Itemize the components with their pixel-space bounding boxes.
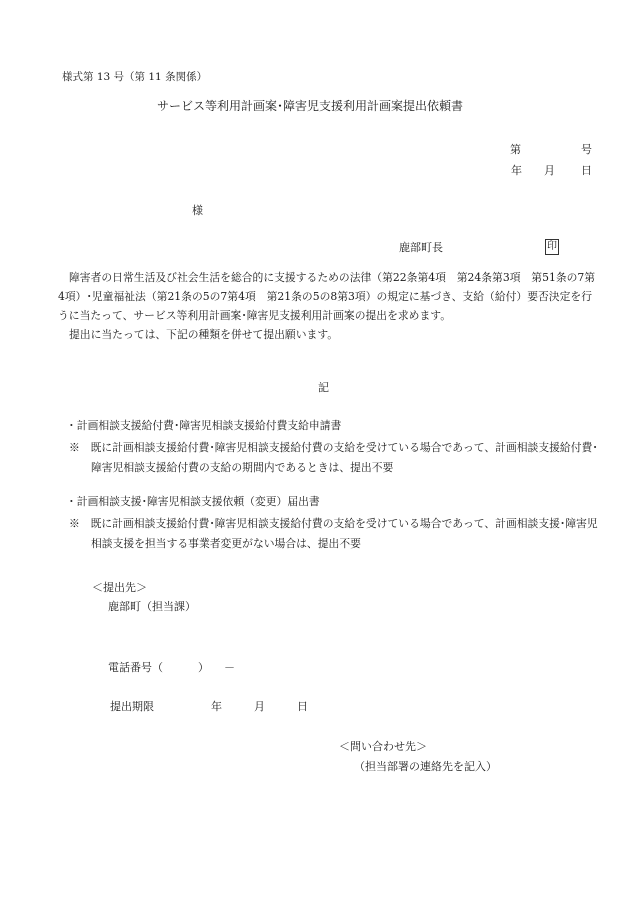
phone-label: 電話番号（ (108, 661, 163, 674)
date-day-label: 日 (581, 164, 592, 177)
phone-dash: － (224, 661, 235, 674)
ki-heading: 記 (318, 381, 329, 394)
contact-note: （担当部署の連絡先を記入） (354, 760, 497, 773)
deadline-year-label: 年 (211, 700, 222, 713)
contact-heading: ＜問い合わせ先＞ (339, 740, 427, 753)
body-paragraph-2: 提出に当たっては、下記の種類を併せて提出願います。 (69, 328, 339, 341)
deadline-label: 提出期限 (110, 700, 154, 713)
phone-close-paren: ） (198, 661, 209, 674)
deadline-month-label: 月 (254, 700, 265, 713)
sender-name: 鹿部町長 (399, 241, 443, 254)
date-month-label: 月 (544, 164, 555, 177)
number-prefix: 第 (510, 143, 521, 156)
requirement-title: ・計画相談支援･障害児相談支援依頼（変更）届出書 (66, 495, 320, 508)
destination-heading: ＜提出先＞ (92, 581, 147, 594)
destination-name: 鹿部町（担当課） (108, 600, 196, 613)
date-year-label: 年 (511, 164, 522, 177)
deadline-day-label: 日 (297, 700, 308, 713)
document-title: サービス等利用計画案･障害児支援利用計画案提出依頼書 (157, 99, 464, 113)
seal-mark: 印 (545, 239, 559, 255)
body-text (58, 268, 598, 344)
addressee-honorific: 様 (192, 204, 203, 217)
requirement-item (66, 492, 601, 554)
requirement-note: ※ 既に計画相談支援給付費･障害児相談支援給付費の支給を受けている場合であって、計画相談支援給付費･障害児相談支援給付費の支給の期間内であるときは、提出不要 (69, 441, 598, 474)
body-paragraph-1: 障害者の日常生活及び社会生活を総合的に支援するための法律（第22条第4項 第24条第3項 第51条の7第4項）･児童福祉法（第21条の5の7第4項 第21条の5の8第3項）の規定に基づき、支給（給付）要否決定を行うに当たって、サービス等利用計画案･障害児支援利用計画案の提出を求めます。 (58, 271, 596, 322)
number-suffix: 号 (581, 143, 592, 156)
requirement-title: ・計画相談支援給付費･障害児相談支援給付費支給申請書 (66, 419, 342, 432)
requirement-note: ※ 既に計画相談支援給付費･障害児相談支援給付費の支給を受けている場合であって、計画相談支援･障害児相談支援を担当する事業者変更がない場合は、提出不要 (69, 517, 598, 550)
requirement-item (66, 416, 601, 478)
form-number: 様式第 13 号（第 11 条関係） (62, 71, 208, 83)
